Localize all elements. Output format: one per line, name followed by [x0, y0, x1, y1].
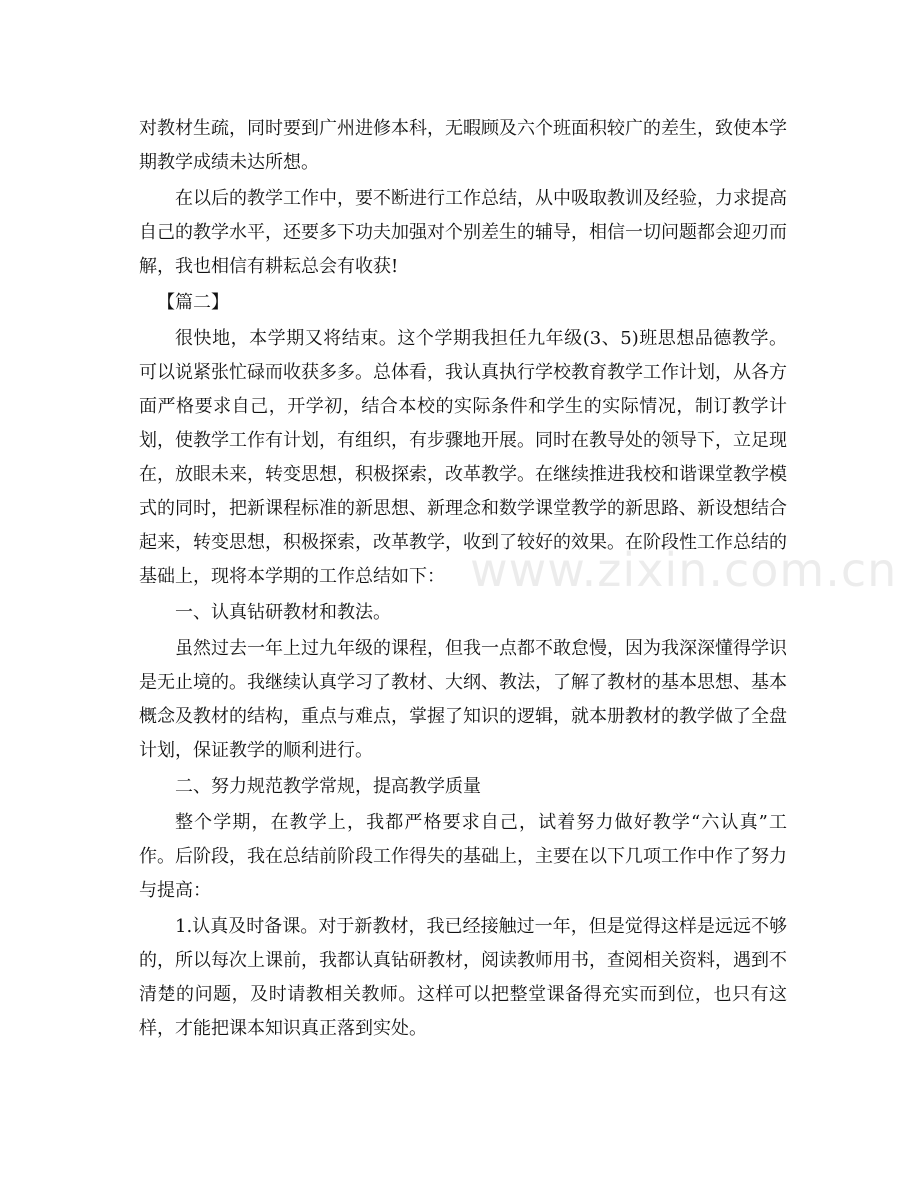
paragraph-section-1: 虽然过去一年上过九年级的课程，但我一点都不敢怠慢，因为我深深懂得学识是无止境的。我继续认真学习了教材、大纲、教法，了解了教材的基本思想、基本概念及教材的结构，重点与难点，掌握了知识的逻辑，就本册教材的教学做了全盘计划，保证教学的顺利进行。	[139, 638, 787, 761]
paragraph-item-1: 1.认真及时备课。对于新教材，我已经接触过一年，但是觉得这样是远远不够的，所以每次上课前，我都认真钻研教材，阅读教师用书，查阅相关资料，遇到不清楚的问题，及时请教相关教师。这样可以把整堂课备得充实而到位，也只有这样，才能把课本知识真正落到实处。	[139, 916, 787, 1039]
section-heading-1: 一、认真钻研教材和教法。	[175, 602, 391, 623]
paragraph-section-2: 整个学期，在教学上，我都严格要求自己，试着努力做好教学“六认真”工作。后阶段，我在总结前阶段工作得失的基础上，主要在以下几项工作中作了努力与提高：	[139, 812, 787, 901]
paragraph-continuation: 对教材生疏，同时要到广州进修本科，无暇顾及六个班面积较广的差生，致使本学期教学成绩未达所想。	[139, 118, 787, 173]
paragraph-intro: 很快地，本学期又将结束。这个学期我担任九年级(3、5)班思想品德教学。可以说紧张忙碌而收获多多。总体看，我认真执行学校教育教学工作计划，从各方面严格要求自己，开学初，结合本校的实际条件和学生的实际情况，制订教学计划，使教学工作有计划，有组织，有步骤地开展。同时在教导处的领导下，立足现在，放眼未来，转变思想，积极探索，改革教学。在继续推进我校和谐课堂教学模式的同时，把新课程标准的新思想、新理念和数学课堂教学的新思路、新设想结合起来，转变思想，积极探索，改革教学，收到了较好的效果。在阶段性工作总结的基础上，现将本学期的工作总结如下：	[139, 328, 787, 587]
watermark-text: www.zixin.com.cn	[470, 543, 898, 597]
section-title-part-two: 【篇二】	[157, 292, 229, 313]
paragraph-reflection: 在以后的教学工作中，要不断进行工作总结，从中吸取教训及经验，力求提高自己的教学水平，还要多下功夫加强对个别差生的辅导，相信一切问题都会迎刃而解，我也相信有耕耘总会有收获!	[139, 188, 787, 277]
document-body	[139, 112, 787, 1048]
section-heading-2: 二、努力规范教学常规，提高教学质量	[175, 776, 481, 797]
